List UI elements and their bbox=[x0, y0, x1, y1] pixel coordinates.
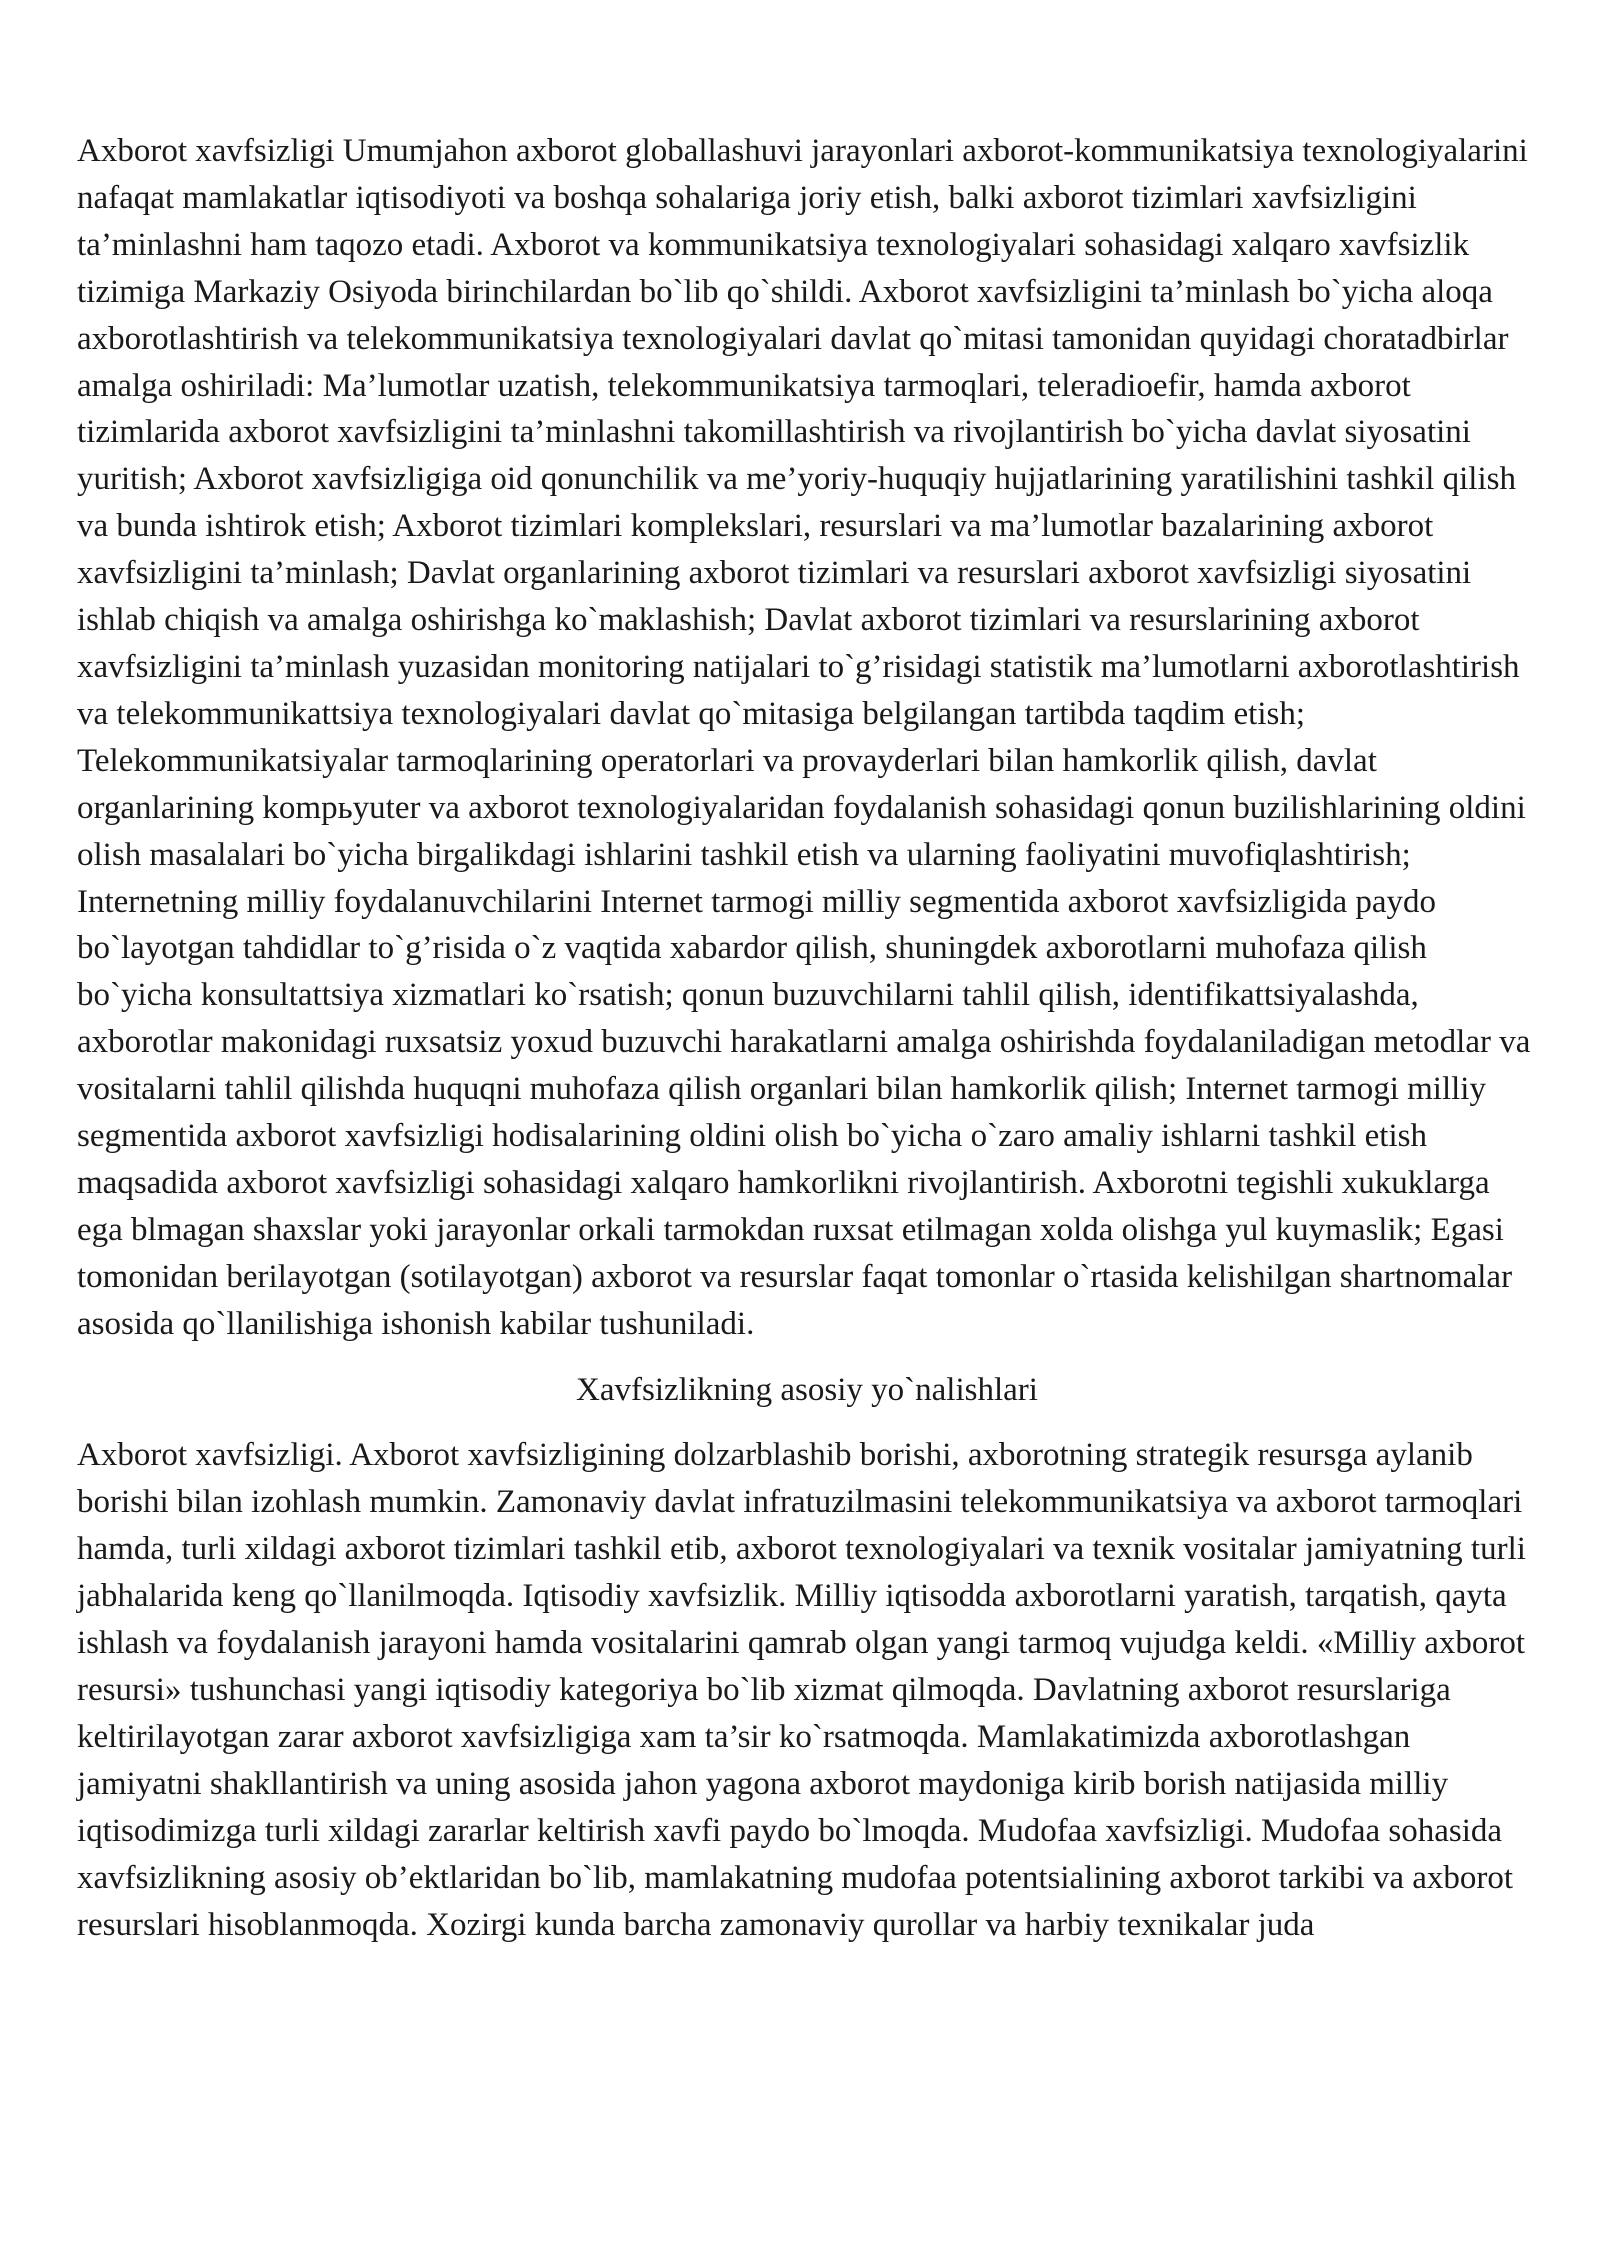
body-paragraph-intro: Axborot xavfsizligi Umumjahon axborot globallashuvi jarayonlari axborot-kommunikatsiya texnologiyalarini nafaqat mamlakatlar iqtisodiyoti va boshqa sohalariga joriy etish, balki axborot tizimlari xavfsizligini ta’minlashni ham taqozo etadi. Axborot va kommunikatsiya texnologiyalari sohasidagi xalqaro xavfsizlik tizimiga Markaziy Osiyoda birinchilardan bo`lib qo`shildi. Axborot xavfsizligini ta’minlash bo`yicha aloqa axborotlashtirish va telekommunikatsiya texnologiyalari davlat qo`mitasi tamonidan quyidagi choratadbirlar amalga oshiriladi: Ma’lumotlar uzatish, telekommunikatsiya tarmoqlari, teleradioefir, hamda axborot tizimlarida axborot xavfsizligini ta’minlashni takomillashtirish va rivojlantirish bo`yicha davlat siyosatini yuritish; Axborot xavfsizligiga oid qonunchilik va me’yoriy-huquqiy hujjatlarining yaratilishini tashkil qilish va bunda ishtirok etish; Axborot tizimlari komplekslari, resurslari va ma’lumotlar bazalarining axborot xavfsizligini ta’minlash; Davlat organlarining axborot tizimlari va resurslari axborot xavfsizligi siyosatini ishlab chiqish va amalga oshirishga ko`maklashish; Davlat axborot tizimlari va resurslarining axborot xavfsizligini ta’minlash yuzasidan monitoring natijalari to`g’risidagi statistik ma’lumotlarni axborotlashtirish va telekommunikattsiya texnologiyalari davlat qo`mitasiga belgilangan tartibda taqdim etish; Telekommunikatsiyalar tarmoqlarining operatorlari va provayderlari bilan hamkorlik qilish, davlat organlarining kompьyuter va axborot texnologiyalaridan foydalanish sohasidagi qonun buzilishlarining oldini olish masalalari bo`yicha birgalikdagi ishlarini tashkil etish va ularning faoliyatini muvofiqlashtirish; Internetning milliy foydalanuvchilarini Internet tarmogi milliy segmentida axborot xavfsizligida paydo bo`layotgan tahdidlar to`g’risida o`z vaqtida xabardor qilish, shuningdek axborotlarni muhofaza qilish bo`yicha konsultattsiya xizmatlari ko`rsatish; qonun buzuvchilarni tahlil qilish, identifikattsiyalashda, axborotlar makonidagi ruxsatsiz yoxud buzuvchi harakatlarni amalga oshirishda foydalaniladigan metodlar va vositalarni tahlil qilishda huquqni muhofaza qilish organlari bilan hamkorlik qilish; Internet tarmogi milliy segmentida axborot xavfsizligi hodisalarining oldini olish bo`yicha o`zaro amaliy ishlarni tashkil etish maqsadida axborot xavfsizligi sohasidagi xalqaro hamkorlikni rivojlantirish. Axborotni tegishli xukuklarga ega blmagan shaxslar yoki jarayonlar orkali tarmokdan ruxsat etilmagan xolda olishga yul kuymaslik; Egasi tomonidan berilayotgan (sotilayotgan) axborot va resurslar faqat tomonlar o`rtasida kelishilgan shartnomalar asosida qo`llanilishiga ishonish kabilar tushuniladi. bbox=[77, 133, 1531, 1342]
document-body bbox=[77, 128, 1537, 1948]
body-paragraph-directions: Axborot xavfsizligi. Axborot xavfsizligining dolzarblashib borishi, axborotning strategik resursga aylanib borishi bilan izohlash mumkin. Zamonaviy davlat infratuzilmasini telekommunikatsiya va axborot tarmoqlari hamda, turli xildagi axborot tizimlari tashkil etib, axborot texnologiyalari va texnik vositalar jamiyatning turli jabhalarida keng qo`llanilmoqda. Iqtisodiy xavfsizlik. Milliy iqtisodda axborotlarni yaratish, tarqatish, qayta ishlash va foydalanish jarayoni hamda vositalarini qamrab olgan yangi tarmoq vujudga keldi. «Milliy axborot resursi» tushunchasi yangi iqtisodiy kategoriya bo`lib xizmat qilmoqda. Davlatning axborot resurslariga keltirilayotgan zarar axborot xavfsizligiga xam ta’sir ko`rsatmoqda. Mamlakatimizda axborotlashgan jamiyatni shakllantirish va uning asosida jahon yagona axborot maydoniga kirib borish natijasida milliy iqtisodimizga turli xildagi zararlar keltirish xavfi paydo bo`lmoqda. Mudofaa xavfsizligi. Mudofaa sohasida xavfsizlikning asosiy ob’ektlaridan bo`lib, mamlakatning mudofaa potentsialining axborot tarkibi va axborot resurslari hisoblanmoqda. Xozirgi kunda barcha zamonaviy qurollar va harbiy texnikalar juda bbox=[77, 1437, 1526, 1943]
section-heading: Xavfsizlikning asosiy yo`nalishlari bbox=[576, 1371, 1038, 1408]
